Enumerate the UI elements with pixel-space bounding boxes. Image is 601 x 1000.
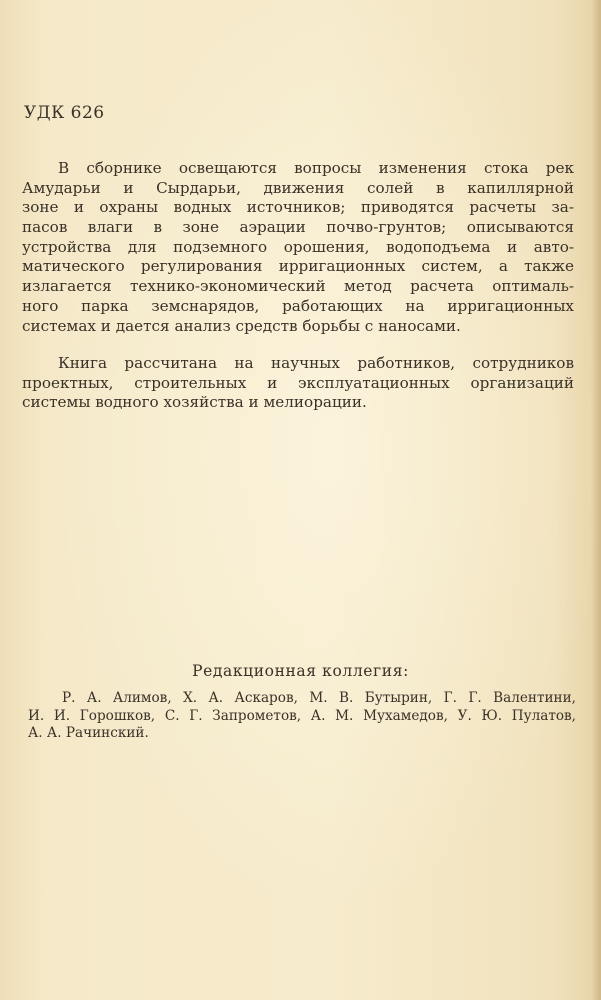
text-line: Амударьи и Сырдарьи, движения солей в капиллярной — [22, 178, 574, 197]
editorial-board-title: Редакционная коллегия: — [192, 662, 409, 680]
member-line: Р. А. Алимов, Х. А. Аскаров, М. В. Бутырин, Г. Г. Валентини, — [62, 690, 576, 706]
editorial-board-members — [28, 690, 576, 743]
page-edge-shadow — [591, 0, 601, 1000]
member-line: И. И. Горошков, С. Г. Запрометов, А. М. Мухамедов, У. Ю. Пулатов, — [28, 707, 576, 724]
text-line: устройства для подземного орошения, водоподъема и авто- — [22, 237, 574, 256]
udk-code: УДК 626 — [24, 103, 105, 123]
text-line: системах и дается анализ средств борьбы с наносами. — [22, 316, 461, 335]
annotation-paragraph-2 — [22, 354, 574, 413]
member-line: А. А. Рачинский. — [28, 725, 149, 741]
text-line: ного парка земснарядов, работающих на ирригационных — [22, 296, 574, 315]
text-line: Книга рассчитана на научных работников, сотрудников — [58, 354, 574, 372]
text-line: матического регулирования ирригационных систем, а также — [22, 257, 574, 276]
text-line: зоне и охраны водных источников; приводятся расчеты за- — [22, 198, 574, 217]
text-line: В сборнике освещаются вопросы изменения стока рек — [58, 159, 574, 177]
text-line: излагается технико-экономический метод расчета оптималь- — [22, 277, 574, 296]
text-line: пасов влаги в зоне аэрации почво-грунтов; описываются — [22, 218, 574, 237]
text-line: проектных, строительных и эксплуатационных организаций — [22, 373, 574, 392]
annotation-paragraph-1 — [22, 159, 574, 336]
text-line: системы водного хозяйства и мелиорации. — [22, 393, 367, 412]
